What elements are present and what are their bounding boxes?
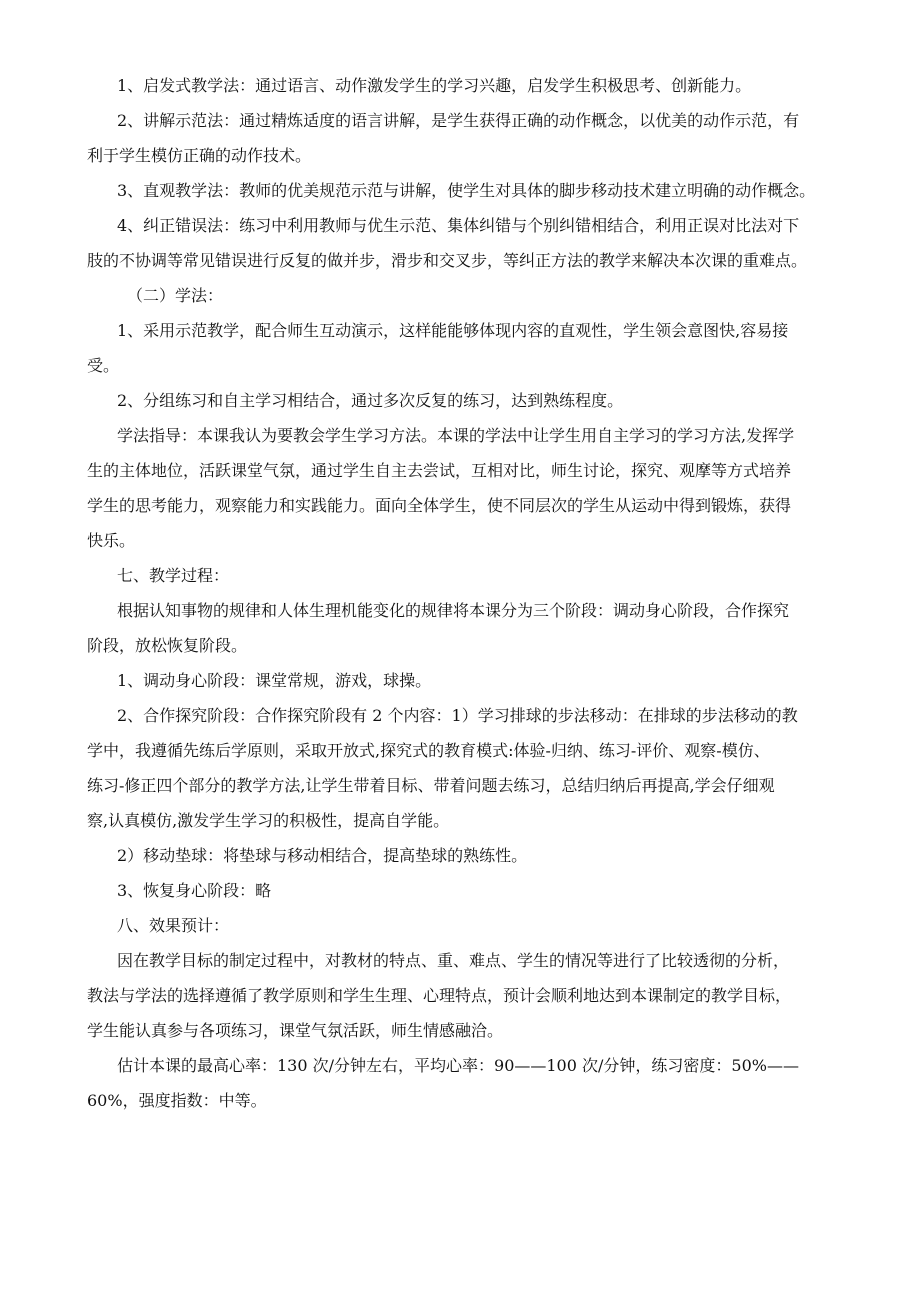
text-line: 学法指导：本课我认为要教会学生学习方法。本课的学法中让学生用自主学习的学习方法,发挥学 — [117, 426, 795, 445]
paragraph-learning-method-2 — [117, 383, 837, 418]
text-line: 学中，我遵循先练后学原则，采取开放式,探究式的教育模式:体验-归纳、练习-评价、观察-模仿、 — [87, 741, 770, 760]
text-line: 快乐。 — [87, 531, 136, 550]
paragraph-teaching-method-4 — [87, 208, 837, 278]
paragraph-teaching-method-2 — [87, 103, 837, 173]
text-line: 2、合作探究阶段：合作探究阶段有 2 个内容：1）学习排球的步法移动：在排球的步法移动的教 — [117, 706, 798, 725]
paragraph-stage-2 — [87, 698, 837, 838]
text-line: 察,认真模仿,激发学生学习的积极性，提高自学能。 — [87, 811, 450, 830]
paragraph-stage-1 — [117, 663, 837, 698]
text-line: 练习-修正四个部分的教学方法,让学生带着目标、带着问题去练习，总结归纳后再提高,学会仔细观 — [87, 776, 775, 795]
text-line: 2、分组练习和自主学习相结合，通过多次反复的练习，达到熟练程度。 — [117, 391, 624, 410]
paragraph-learning-method-1 — [87, 313, 837, 383]
paragraph-moving-dig — [117, 838, 837, 873]
text-line: 2、讲解示范法：通过精炼适度的语言讲解，是学生获得正确的动作概念，以优美的动作示范，有 — [117, 111, 800, 130]
text-line: 4、纠正错误法：练习中利用教师与优生示范、集体纠错与个别纠错相结合，利用正误对比法对下 — [117, 216, 800, 235]
text-line: 3、直观教学法：教师的优美规范示范与讲解，使学生对具体的脚步移动技术建立明确的动作概念。 — [117, 181, 816, 200]
text-line: 学生的思考能力，观察能力和实践能力。面向全体学生，使不同层次的学生从运动中得到锻炼，获得 — [87, 496, 792, 515]
text-line: 阶段，放松恢复阶段。 — [87, 636, 248, 655]
text-line: 1、采用示范教学，配合师生互动演示，这样能能够体现内容的直观性，学生领会意图快,容易接 — [117, 321, 789, 340]
text-line: 教法与学法的选择遵循了教学原则和学生生理、心理特点，预计会顺利地达到本课制定的教学目标， — [87, 986, 792, 1005]
paragraph-process-intro — [87, 593, 837, 663]
text-line: 1、启发式教学法：通过语言、动作激发学生的学习兴趣，启发学生积极思考、创新能力。 — [117, 76, 752, 95]
paragraph-teaching-method-1 — [117, 68, 837, 103]
paragraph-stage-3 — [117, 873, 837, 908]
subheading-learning-methods: （二）学法： — [127, 286, 224, 305]
paragraph-learning-guidance — [87, 418, 837, 558]
text-line: 3、恢复身心阶段：略 — [117, 881, 272, 900]
text-line: 受。 — [87, 356, 120, 375]
text-line: 生的主体地位，活跃课堂气氛，通过学生自主去尝试，互相对比，师生讨论，探究、观摩等方式培养 — [87, 461, 792, 480]
text-line: 肢的不协调等常见错误进行反复的做并步，滑步和交叉步，等纠正方法的教学来解决本次课的重难点。 — [87, 251, 808, 270]
text-line: 根据认知事物的规律和人体生理机能变化的规律将本课分为三个阶段：调动身心阶段，合作探究 — [117, 601, 790, 620]
document-page — [87, 68, 837, 1118]
section-heading-expected-effect: 八、效果预计： — [117, 916, 230, 935]
text-line: 估计本课的最高心率：130 次/分钟左右，平均心率：90——100 次/分钟，练习密度：50%—— — [117, 1056, 799, 1075]
paragraph-teaching-method-3 — [117, 173, 837, 208]
paragraph-heart-rate-estimate — [87, 1048, 837, 1118]
text-line: 利于学生模仿正确的动作技术。 — [87, 146, 312, 165]
paragraph-effect-analysis — [87, 943, 837, 1048]
text-line: 60%，强度指数：中等。 — [87, 1091, 267, 1110]
section-heading-teaching-process: 七、教学过程： — [117, 566, 230, 585]
text-line: 1、调动身心阶段：课堂常规，游戏，球操。 — [117, 671, 432, 690]
text-line: 学生能认真参与各项练习，课堂气氛活跃，师生情感融洽。 — [87, 1021, 504, 1040]
text-line: 因在教学目标的制定过程中，对教材的特点、重、难点、学生的情况等进行了比较透彻的分析， — [117, 951, 790, 970]
text-line: 2）移动垫球：将垫球与移动相结合，提高垫球的熟练性。 — [117, 846, 528, 865]
